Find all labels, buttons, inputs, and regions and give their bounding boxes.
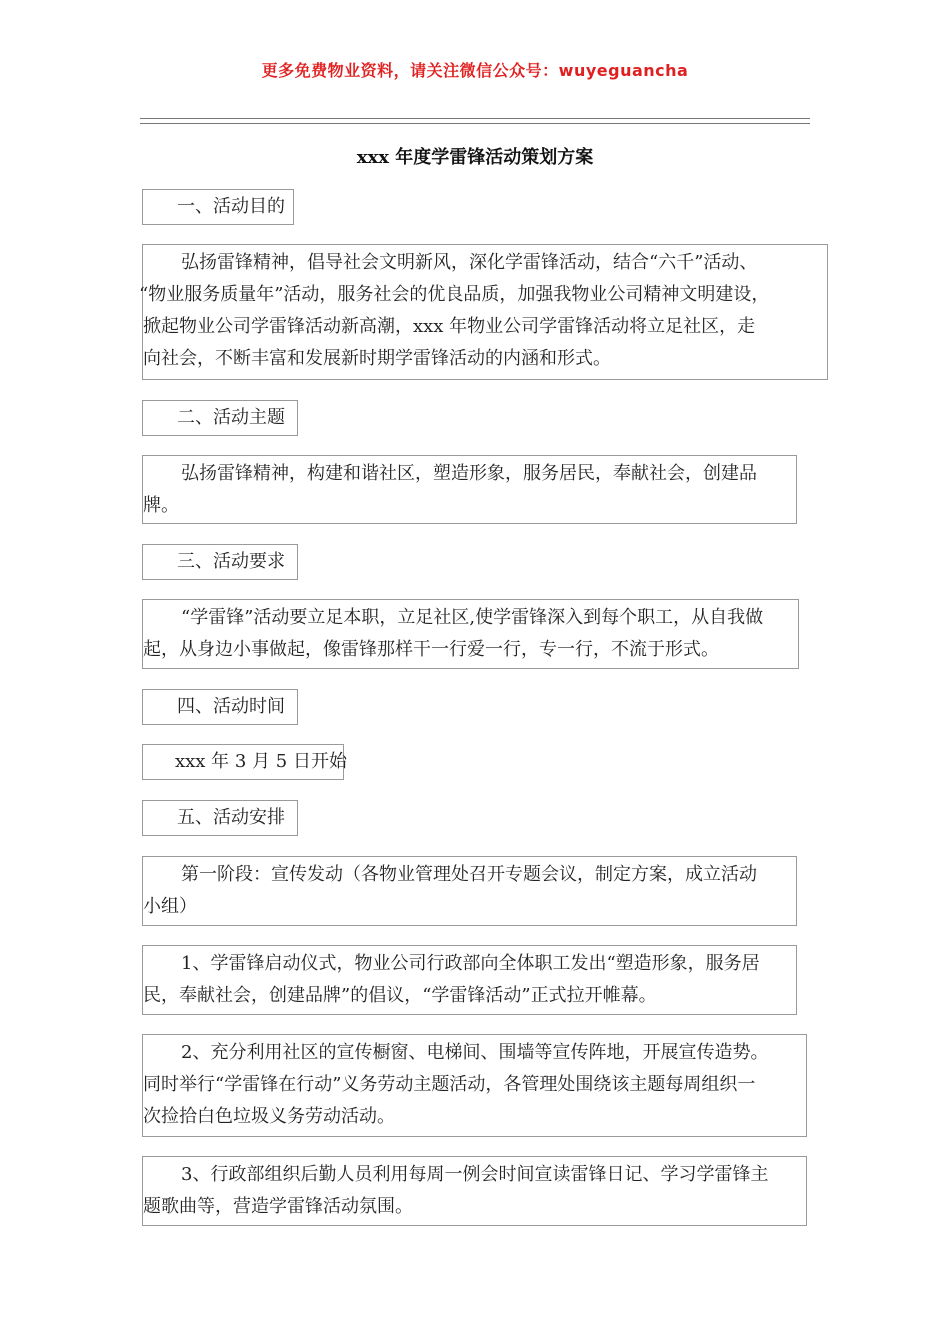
text-line: 牌。 (143, 495, 179, 516)
text-line: 第一阶段：宣传发动（各物业管理处召开专题会议，制定方案，成立活动 (181, 864, 757, 885)
text-line: 次捡拾白色垃圾义务劳动活动。 (143, 1106, 395, 1127)
phase1-block (142, 856, 797, 926)
arrangement-item-3 (142, 1156, 807, 1226)
section-body-purpose (139, 244, 828, 380)
section-heading-requirements: 三、活动要求 (142, 544, 298, 580)
text-line: 小组） (143, 896, 197, 917)
text-line: 掀起物业公司学雷锋活动新高潮，xxx 年物业公司学雷锋活动将立足社区，走 (143, 316, 756, 337)
text-line: “学雷锋”活动要立足本职，立足社区,使学雷锋深入到每个职工，从自我做 (181, 607, 764, 628)
text-line: 民，奉献社会，创建品牌”的倡议，“学雷锋活动”正式拉开帷幕。 (143, 985, 657, 1006)
text-line: 弘扬雷锋精神，构建和谐社区，塑造形象，服务居民，奉献社会，创建品 (181, 463, 757, 484)
promo-header: 更多免费物业资料，请关注微信公众号：wuyeguancha (261, 61, 689, 80)
text-line: 向社会，不断丰富和发展新时期学雷锋活动的内涵和形式。 (143, 348, 611, 369)
section-body-theme (142, 455, 797, 524)
text-line: “物业服务质量年”活动，服务社会的优良品质，加强我物业公司精神文明建设， (139, 284, 770, 305)
section-body-requirements (142, 599, 799, 669)
text-line: 题歌曲等，营造学雷锋活动氛围。 (143, 1196, 413, 1217)
document-title: xxx 年度学雷锋活动策划方案 (356, 147, 594, 168)
section-heading-purpose: 一、活动目的 (142, 189, 294, 225)
section-body-time: xxx 年 3 月 5 日开始 (142, 744, 344, 780)
arrangement-item-1 (142, 945, 797, 1015)
header-rule (140, 118, 810, 124)
text-line: 2、充分利用社区的宣传橱窗、电梯间、围墙等宣传阵地，开展宣传造势。 (181, 1042, 769, 1063)
text-line: 同时举行“学雷锋在行动”义务劳动主题活动，各管理处围绕该主题每周组织一 (143, 1074, 756, 1095)
text-line: 3、行政部组织后勤人员利用每周一例会时间宣读雷锋日记、学习学雷锋主 (181, 1164, 769, 1185)
arrangement-item-2 (142, 1034, 807, 1137)
section-heading-time: 四、活动时间 (142, 689, 298, 725)
section-heading-arrangement: 五、活动安排 (142, 800, 298, 836)
text-line: 弘扬雷锋精神，倡导社会文明新风，深化学雷锋活动，结合“六千”活动、 (181, 252, 758, 273)
section-heading-theme: 二、活动主题 (142, 400, 298, 436)
text-line: 起，从身边小事做起，像雷锋那样干一行爱一行，专一行，不流于形式。 (143, 639, 719, 660)
text-line: 1、学雷锋启动仪式，物业公司行政部向全体职工发出“塑造形象，服务居 (181, 953, 760, 974)
